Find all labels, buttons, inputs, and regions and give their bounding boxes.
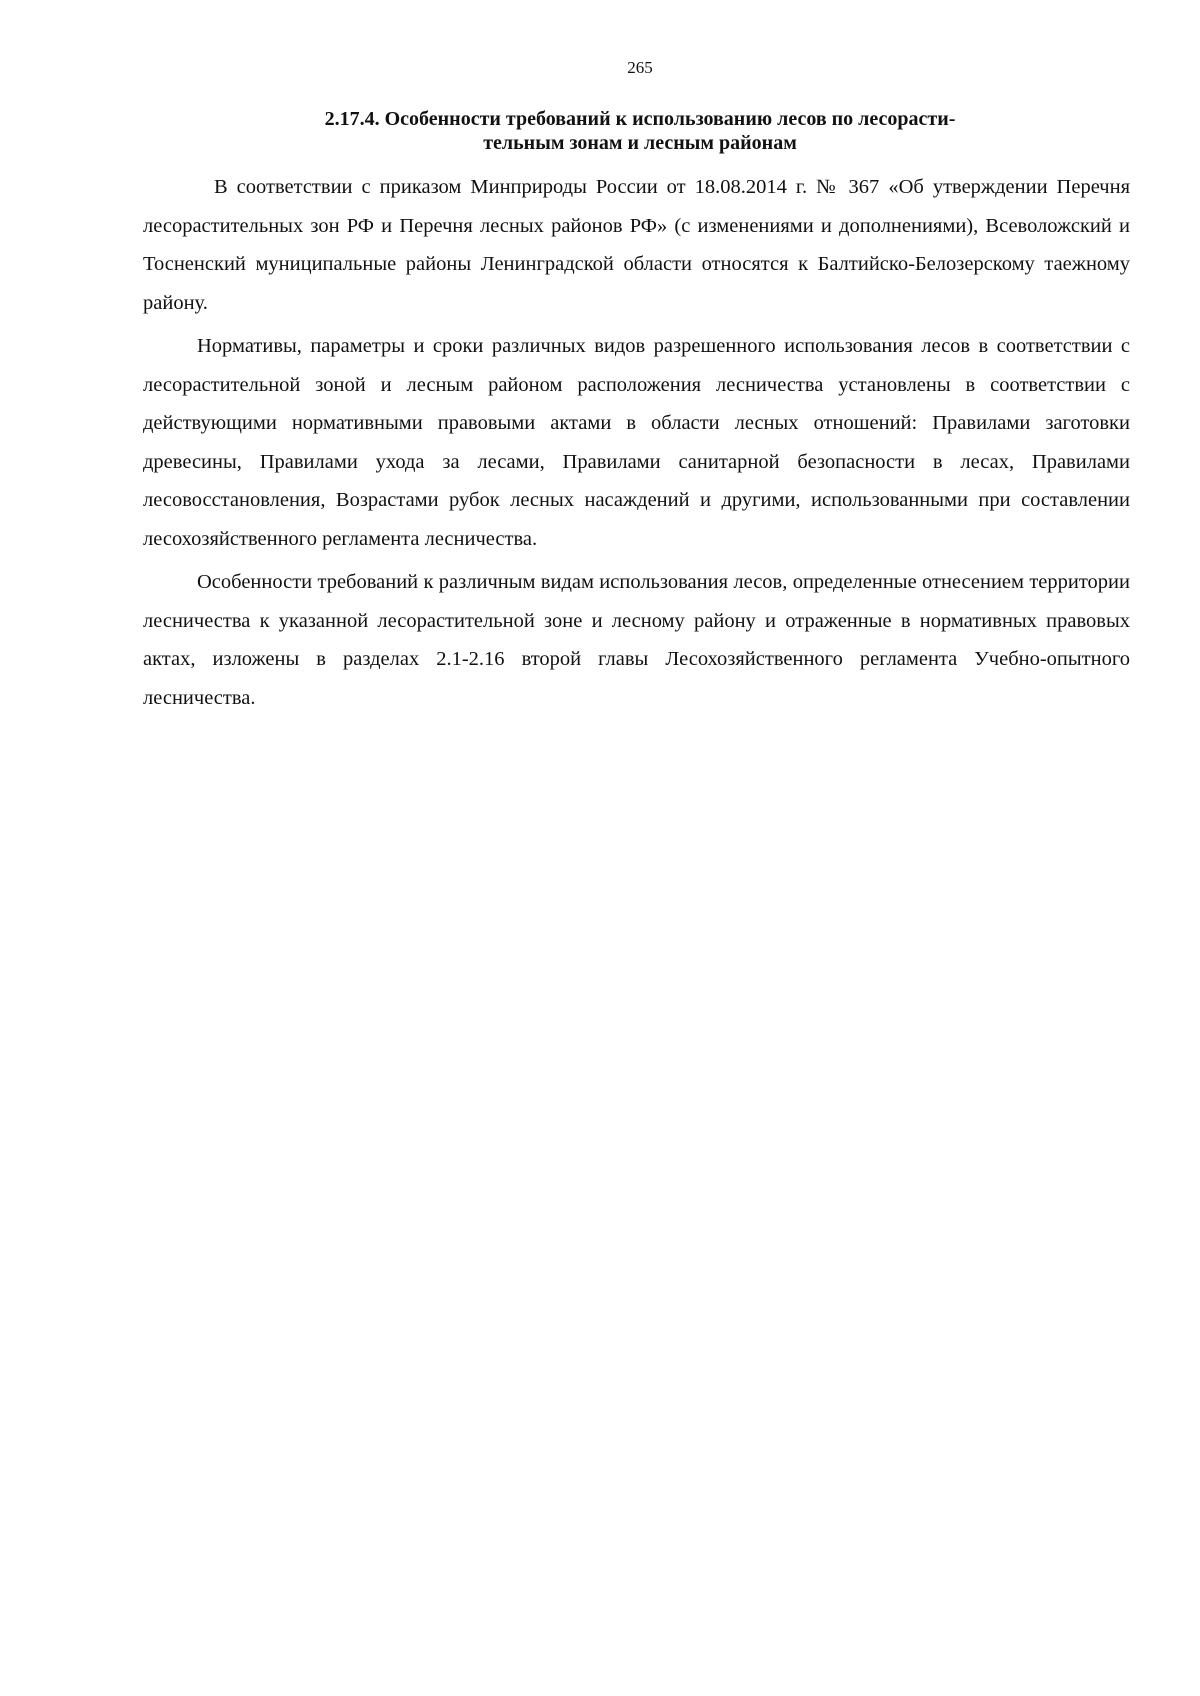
body-text: [143, 168, 1130, 722]
section-title-line-2: тельным зонам и лесным районам: [483, 132, 797, 154]
section-title: [190, 107, 1090, 155]
paragraph-2: Нормативы, параметры и сроки различных видов разрешенного использования лесов в соответствии с лесорастительной зоной и лесным районом расположения лесничества установлены в соответствии с действующими нормативными правовыми актами в области лесных отношений: Правилами заготовки древесины, Правилами ухода за лесами, Правилами санитарной безопасности в лесах, Правилами лесовосстановления, Возрастами рубок лесных насаждений и другими, использованными при составлении лесохозяйственного регламента лесничества.: [143, 335, 1130, 550]
page-number: 265: [627, 58, 653, 77]
section-title-line-1: 2.17.4. Особенности требований к использованию лесов по лесорасти-: [324, 108, 956, 130]
paragraph-1: В соответствии с приказом Минприроды России от 18.08.2014 г. № 367 «Об утверждении Перечня лесорастительных зон РФ и Перечня лесных районов РФ» (с изменениями и дополнениями), Всеволожский и Тосненский муниципальные районы Ленинградской области относятся к Балтийско-Белозерскому таежному району.: [143, 176, 1130, 314]
paragraph-3: Особенности требований к различным видам использования лесов, определенные отнесением территории лесничества к указанной лесорастительной зоне и лесному району и отраженные в нормативных правовых актах, изложены в разделах 2.1-2.16 второй главы Лесохозяйственного регламента Учебно-опытного лесничества.: [143, 571, 1130, 709]
